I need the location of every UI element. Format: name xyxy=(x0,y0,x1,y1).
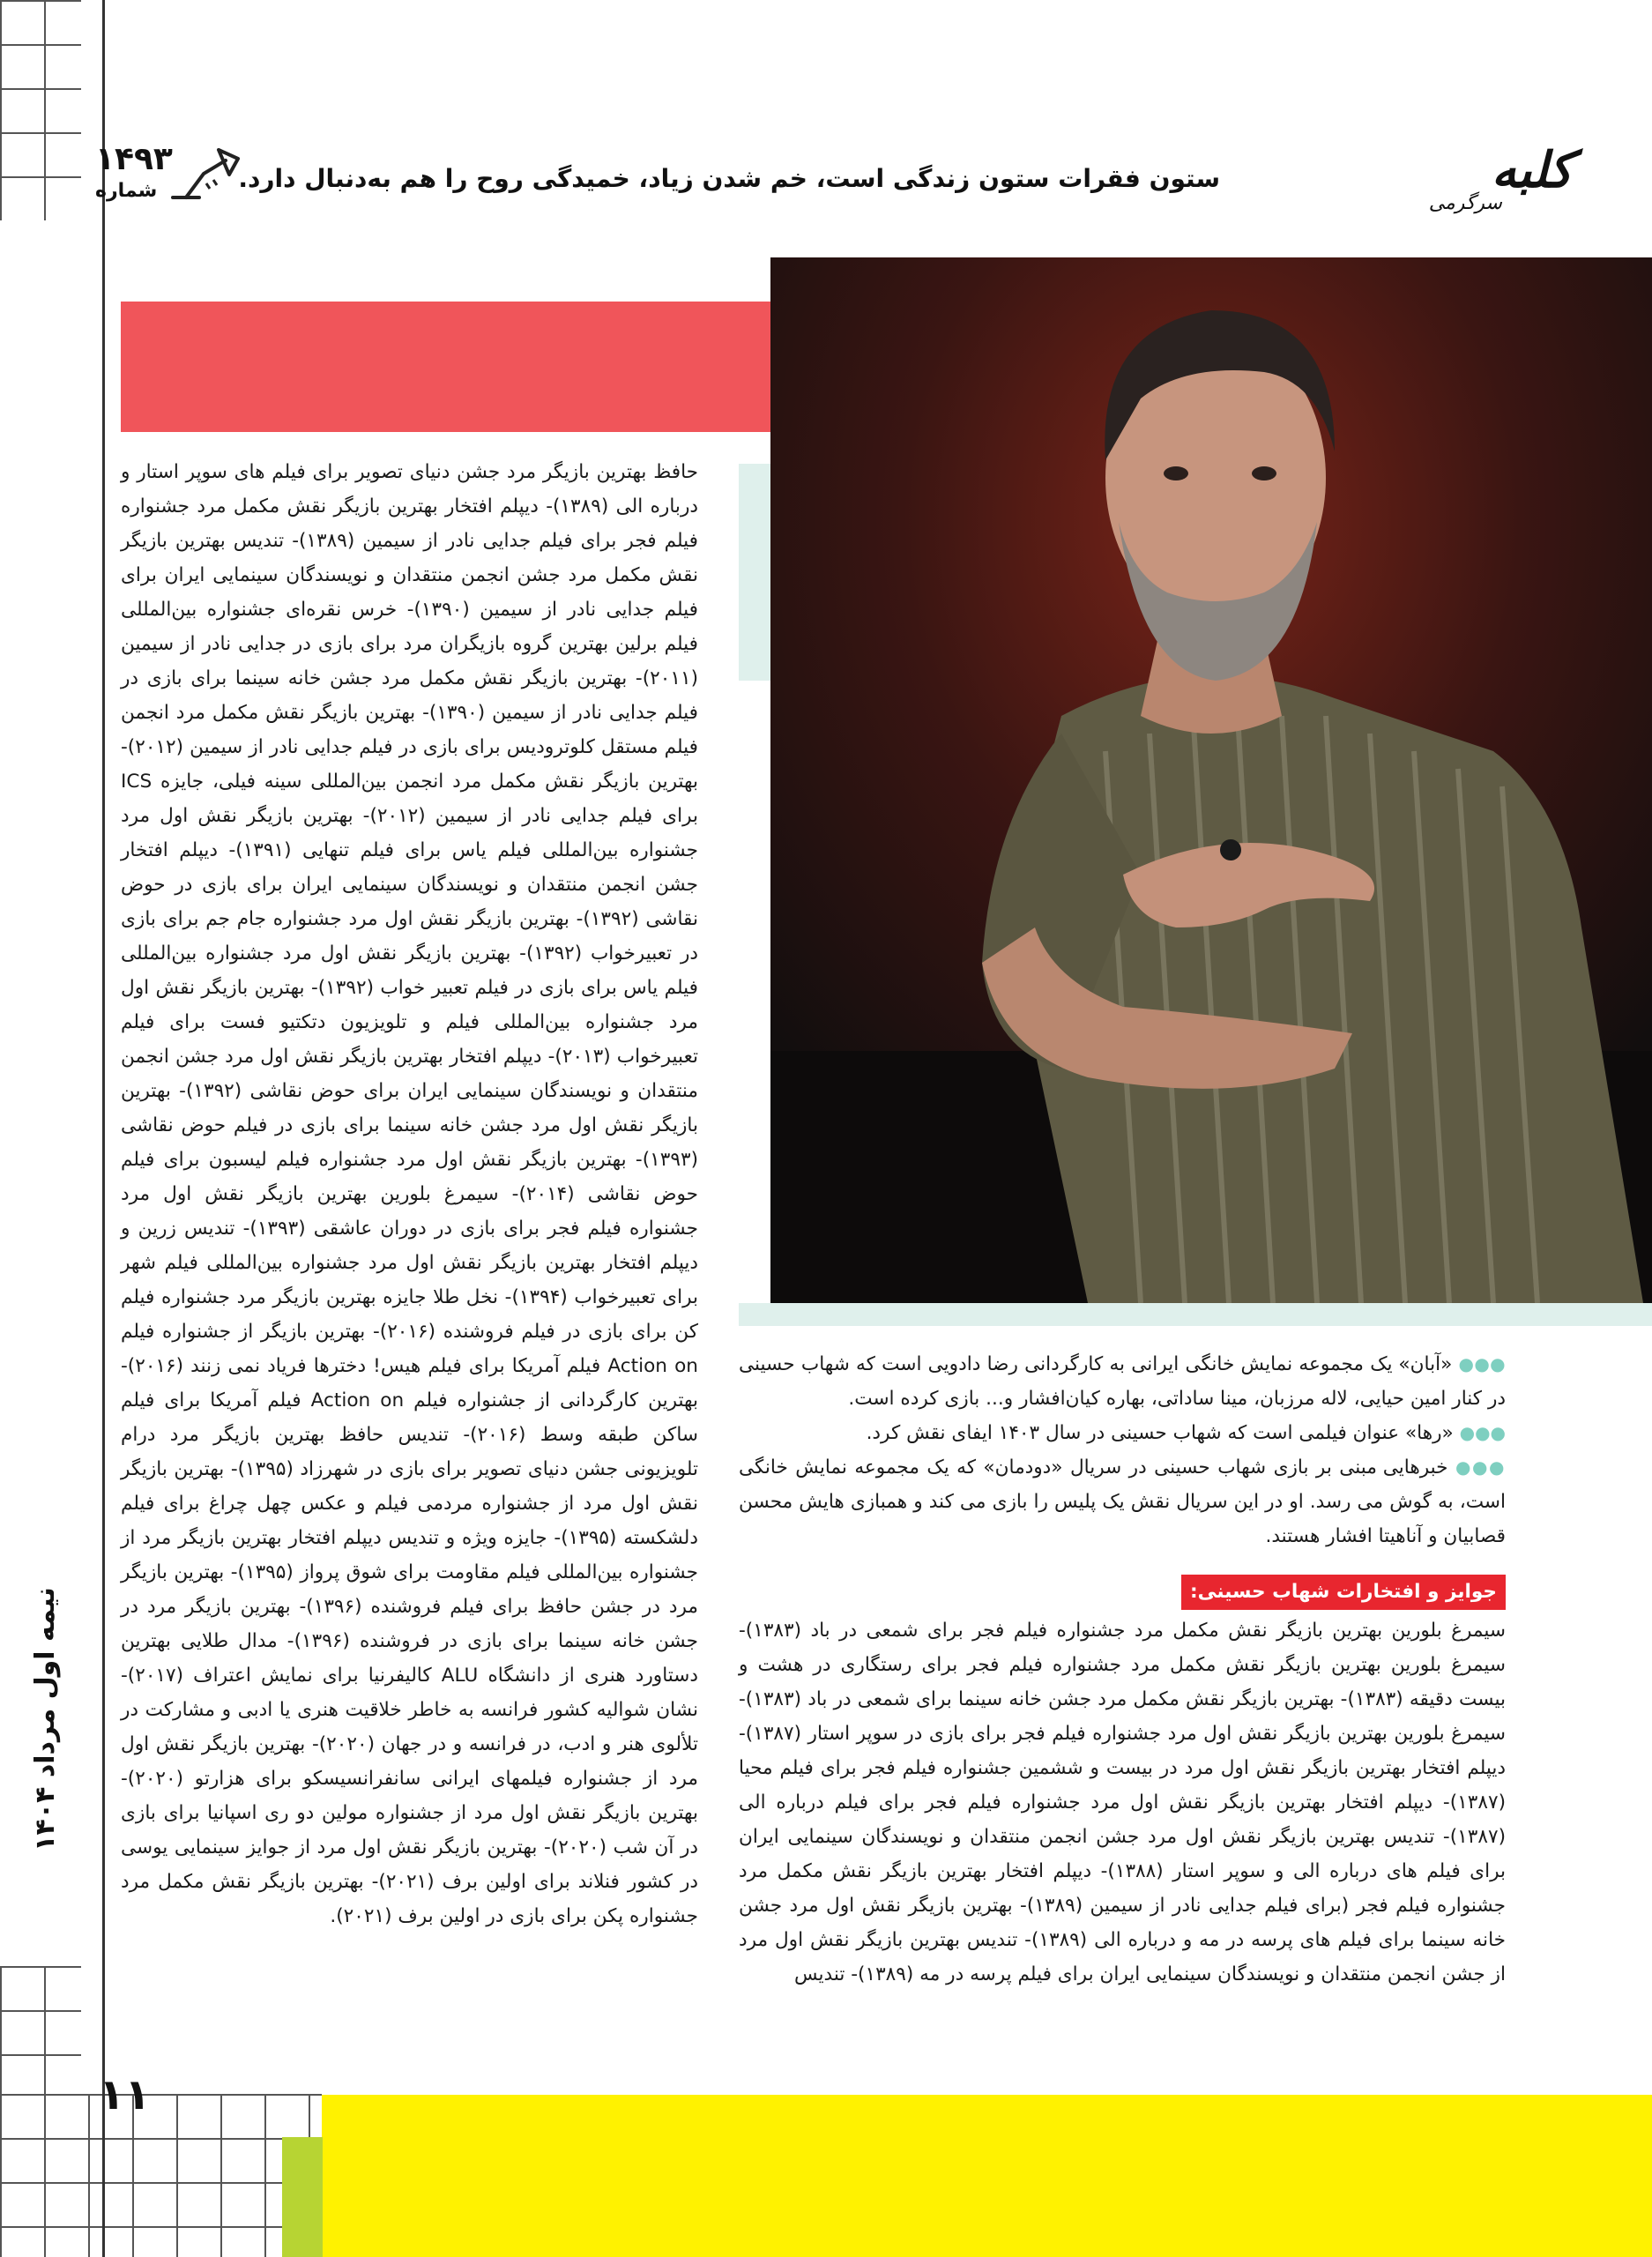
awards-paragraph: سیمرغ بلورین بهترین بازیگر نقش مکمل مرد جشنواره فیلم فجر برای شمعی در باد (۱۳۸۳)- سیمرغ بلورین بهترین بازیگر نقش مکمل مرد جشنواره فیلم فجر برای رستگاری در هشت و بیست دقیقه (۱۳۸۳)- بهترین بازیگر نقش مکمل مرد جشن خانه سینما برای شمعی در باد (۱۳۸۳)- سیمرغ بلورین بهترین بازیگر نقش اول مرد جشنواره فیلم فجر برای بازی در سوپر استار (۱۳۸۷)- دیپلم افتخار بهترین بازیگر نقش اول مرد در بیست و ششمین جشنواره فیلم فجر برای فیلم محیا (۱۳۸۷)- دیپلم افتخار بهترین بازیگر نقش اول مرد جشنواره فیلم فجر برای فیلم درباره الی (۱۳۸۷)- تندیس بهترین بازیگر نقش اول مرد جشن انجمن منتقدان و نویسندگان سینمایی ایران برای فیلم های درباره الی و سوپر استار (۱۳۸۸)- دیپلم افتخار بهترین بازیگر نقش مکمل مرد جشنواره فیلم فجر (برای فیلم جدایی نادر از سیمین (۱۳۸۹)- بهترین بازیگر نقش اول مرد جشن خانه سینما برای فیلم های پرسه در مه و درباره الی (۱۳۸۹)- تندیس بهترین بازیگر نقش اول مرد از جشن انجمن منتقدان و نویسندگان سینمایی ایران برای فیلم پرسه در مه (۱۳۸۹)- تندیس xyxy=(739,1620,1507,1985)
awards-continued-paragraph: حافظ بهترین بازیگر مرد جشن دنیای تصویر برای فیلم های سوپر استار و درباره الی (۱۳۸۹)- دیپلم افتخار بهترین بازیگر نقش مکمل مرد جشنواره فیلم فجر برای فیلم جدایی نادر از سیمین (۱۳۸۹)- تندیس بهترین بازیگر نقش مکمل مرد جشن انجمن منتقدان و نویسندگان سینمایی ایران برای فیلم جدایی نادر از سیمین (۱۳۹۰)- خرس نقره‌ای جشنواره بین‌المللی فیلم برلین بهترین گروه بازیگران مرد برای بازی در جدایی نادر از سیمین (۲۰۱۱)- بهترین بازیگر نقش مکمل مرد جشن خانه سینما برای بازی در فیلم جدایی نادر از سیمین (۱۳۹۰)- بهترین بازیگر نقش مکمل مرد انجمن فیلم مستقل کلوترودیس برای بازی در فیلم جدایی نادر از سیمین (۲۰۱۲)- بهترین بازیگر نقش مکمل مرد انجمن بین‌المللی سینه فیلی، جایزه ICS برای فیلم جدایی نادر از سیمین (۲۰۱۲)- بهترین بازیگر نقش اول مرد جشنواره بین‌المللی فیلم یاس برای فیلم تنهایی (۱۳۹۱)- دیپلم افتخار جشن انجمن منتقدان و نویسندگان سینمایی ایران برای بازی در حوض نقاشی (۱۳۹۲)- بهترین بازیگر نقش اول مرد جشنواره جام جم برای بازی در تعبیرخواب (۱۳۹۲)- بهترین بازیگر نقش اول مرد جشنواره بین‌المللی فیلم یاس برای بازی در فیلم تعبیر خواب (۱۳۹۲)- بهترین بازیگر نقش اول مرد جشنواره بین‌المللی فیلم و تلویزیون دتکتیو فست برای فیلم تعبیرخواب (۲۰۱۳)- دیپلم افتخار بهترین بازیگر نقش اول مرد جشن انجمن منتقدان و نویسندگان سینمایی ایران برای حوض نقاشی (۱۳۹۲)- بهترین بازیگر نقش اول مرد جشن خانه سینما برای بازی در فیلم حوض نقاشی (۱۳۹۳)- بهترین بازیگر نقش اول مرد جشنواره فیلم لیسبون برای فیلم حوض نقاشی (۲۰۱۴)- سیمرغ بلورین بهترین بازیگر نقش اول مرد جشنواره فیلم فجر برای بازی در دوران عاشقی (۱۳۹۳)- تندیس زرین و دیپلم افتخار بهترین بازیگر نقش اول مرد جشنواره بین‌المللی فیلم شهر برای تعبیرخواب (۱۳۹۴)- نخل طلا جایزه بهترین بازیگر مرد جشنواره فیلم کن برای بازی در فیلم فروشنده (۲۰۱۶)- بهترین بازیگر از جشنواره فیلم Action on فیلم آمریکا برای فیلم هیس! دخترها فریاد نمی زنند (۲۰۱۶)- بهترین کارگردانی از جشنواره فیلم Action on فیلم آمریکا برای فیلم ساکن طبقه وسط (۲۰۱۶)- تندیس حافظ بهترین بازیگر مرد درام تلویزیونی جشن دنیای تصویر برای بازی در شهرزاد (۱۳۹۵)- بهترین بازیگر نقش اول مرد از جشنواره مردمی فیلم و عکس چهل چراغ برای فیلم دلشکسته (۱۳۹۵)- جایزه ویژه و تندیس دیپلم افتخار بهترین بازیگر مرد از جشنواره بین‌المللی فیلم مقاومت برای شوق پرواز (۱۳۹۵)- بهترین بازیگر مرد در جشن حافظ برای فیلم فروشنده (۱۳۹۶)- بهترین بازیگر مرد در جشن خانه سینما برای بازی در فروشنده (۱۳۹۶)- مدال طلایی بهترین دستاورد هنری از دانشگاه ALU کالیفرنیا برای نمایش اعتراف (۲۰۱۷)- نشان شوالیه کشور فرانسه به خاطر خلاقیت هنری یا ادبی و مشارکت در تلألوی هنر و ادب، در فرانسه و در جهان (۲۰۲۰)- بهترین بازیگر نقش اول مرد از جشنواره فیلمهای ایرانی سانفرانسیسکو برای هزارتو (۲۰۲۰)- بهترین بازیگر نقش اول مرد از جشنواره مولین دو ری اسپانیا برای بازی در آن شب (۲۰۲۰)- بهترین بازیگر نقش اول مرد از جوایز سینمایی یوسی در کشور فنلاند برای اولین برف (۲۰۲۱)- بهترین بازیگر نقش مکمل مرد جشنواره پکن برای بازی در اولین برف (۲۰۲۱). xyxy=(121,461,699,1927)
issue-label: شماره xyxy=(95,180,158,202)
brand-subtitle: سرگرمی xyxy=(1428,192,1502,214)
bullet-dots-icon: ●●● xyxy=(1458,1353,1506,1374)
footer-green-stripe xyxy=(282,2137,323,2257)
brand-logo xyxy=(1428,141,1573,220)
portrait-photo xyxy=(770,257,1652,1303)
list-item xyxy=(739,1416,1506,1450)
issue-number: ۱۴۹۳ xyxy=(95,141,173,177)
photo-bottom-accent-bar xyxy=(739,1303,1652,1326)
header-quote: ستون فقرات ستون زندگی است، خم شدن زیاد، خمیدگی روح را هم به‌دنبال دارد. xyxy=(238,164,1220,193)
bullet-dots-icon: ●●● xyxy=(1455,1456,1507,1478)
list-item xyxy=(739,1347,1506,1416)
red-title-block xyxy=(121,302,770,432)
awards-heading: جوایز و افتخارات شهاب حسینی: xyxy=(1181,1575,1506,1610)
bullet-dots-icon: ●●● xyxy=(1459,1422,1506,1443)
issue-date-vertical: نیمه اول مرداد ۱۴۰۴ xyxy=(30,1587,61,1851)
desk-lamp-icon xyxy=(164,143,243,205)
bullet-text: خبرهایی مبنی بر بازی شهاب حسینی در سریال «دودمان» که یک مجموعه نمایش خانگی است، به گوش می رسد. او در این سریال نقش یک پلیس را بازی می کند و همبازی هایش محسن قصابیان و آناهیتا افشار هستند. xyxy=(739,1456,1506,1547)
issue-badge xyxy=(95,141,227,220)
grid-decoration-top xyxy=(0,0,81,220)
bullet-text: «آبان» یک مجموعه نمایش خانگی ایرانی به کارگردانی رضا دادویی است که شهاب حسینی در کنار امین حیایی، لاله مرزبان، مینا ساداتی، بهاره کیان‌افشار و... بازی کرده است. xyxy=(739,1353,1506,1410)
person-photo-icon xyxy=(770,257,1652,1303)
page-number: ۱۱ xyxy=(99,2070,151,2119)
brand-title: کلبه xyxy=(1491,141,1573,199)
left-vertical-rule xyxy=(102,0,105,2257)
left-text-column xyxy=(121,455,698,1933)
right-text-column xyxy=(739,1347,1506,1992)
bullet-text: «رها» عنوان فیلمی است که شهاب حسینی در سال ۱۴۰۳ ایفای نقش کرد. xyxy=(866,1422,1454,1444)
footer-yellow-band xyxy=(322,2095,1652,2257)
mint-accent-bar xyxy=(739,464,770,681)
grid-decoration-bottom xyxy=(0,2094,322,2257)
list-item xyxy=(739,1450,1506,1553)
